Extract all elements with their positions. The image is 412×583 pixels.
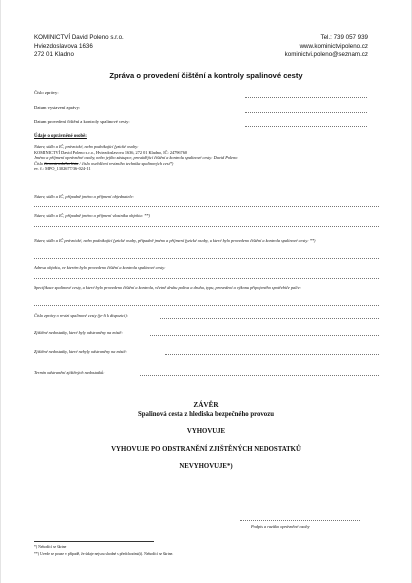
footnote-rule: [34, 541, 154, 542]
entitled-line-4-suffix: / číslo osvědčení revizního technika spalinových cest*): [79, 160, 174, 166]
deadline-label: Termín odstranění zjištěných nedostatků:: [34, 370, 105, 375]
header-left: [34, 34, 124, 60]
company-phone: Tel.: 739 057 939: [320, 34, 368, 41]
option-not-complies[interactable]: NEVYHOVUJE*): [179, 463, 233, 470]
specification-field[interactable]: [34, 305, 379, 306]
revision-number-label: Číslo zprávy o revizi spalinové cesty (je-li k dispozici):: [34, 313, 129, 318]
signature-label: Podpis a razítko oprávněné osoby: [251, 524, 310, 529]
header-right: [285, 34, 368, 60]
defects-open-label: Zjištěné nedostatky, které nebyly odstraněny na místě:: [34, 349, 127, 354]
signature-field[interactable]: [240, 520, 360, 521]
specification-label: Specifikace spalinové cesty, u které bylo provedeno čištění a kontrola, včetně druhu paliva a druhu, typu, provedení a výkonu připojeného spotřebiče paliv:: [34, 285, 301, 290]
owner-label: Název, sídlo a IČ, případně jméno a příjmení vlastníka objektu: **): [34, 213, 150, 218]
client-label: Název, sídlo a IČ, případně jméno a příjmení objednatele:: [34, 194, 134, 199]
entitled-line-4-strike: živnostenského listu: [44, 160, 79, 166]
deadline-field[interactable]: [140, 375, 379, 376]
footnote-2: **) Uvede se pouze v případě, že údaje nejsou shodné s předchozími(i). Nehodící se škrtne.: [34, 552, 174, 556]
entitled-line-1: Název, sídlo a IČ, právnické, nebo podnikající fyzické osoby:: [34, 144, 139, 149]
entitled-line-5: ev. č.: MPO_1302677/36-024-11: [34, 166, 91, 172]
option-complies-after-fix[interactable]: VYHOVUJE PO ODSTRANĚNÍ ZJIŠTĚNÝCH NEDOSTATKŮ: [111, 446, 301, 453]
company-web: www.kominictvipoleno.cz: [299, 42, 368, 50]
company-city: 272 01 Kladno: [34, 51, 74, 59]
address-label: Adresa objektu, ve kterém bylo provedeno čištění a kontrola spalinové cesty:: [34, 265, 166, 270]
conclusion-subheading: Spalinová cesta z hlediska bezpečného provozu: [137, 411, 274, 418]
issue-date-field[interactable]: [245, 112, 367, 113]
operator-label: Název, sídlo a IČ právnické, nebo podnikající fyzické osoby, případně jméno a příjmení fyzické osoby, u které bylo provedeno čištění a kontrola spalinové cesty: **): [34, 238, 316, 243]
document-title: Zpráva o provedení čištění a kontroly spalinové cesty: [109, 71, 303, 80]
company-street: Hviezdoslavova 1636: [34, 42, 93, 50]
revision-number-field[interactable]: [160, 318, 379, 319]
defects-fixed-label: Zjištěné nedostatky, které byly odstraněny na místě:: [34, 330, 123, 335]
inspection-date-field[interactable]: [245, 126, 367, 127]
report-number-field[interactable]: [245, 97, 367, 98]
conclusion-heading: ZÁVĚR: [193, 401, 219, 409]
defects-open-field[interactable]: [165, 354, 379, 355]
owner-field[interactable]: [34, 226, 379, 227]
company-name: KOMINICTVÍ David Poleno s.r.o.: [34, 34, 124, 41]
footnote-1: *) Nehodící se škrtne: [34, 545, 67, 549]
entitled-person-block: [34, 144, 379, 172]
issue-date-label: Datum vystavení zprávy:: [34, 105, 81, 110]
operator-field[interactable]: [34, 258, 379, 259]
defects-fixed-field[interactable]: [150, 335, 379, 336]
option-complies[interactable]: VYHOVUJE: [186, 428, 226, 435]
address-field[interactable]: [34, 278, 379, 279]
company-email: kominictvi.poleno@seznam.cz: [284, 51, 368, 59]
entitled-line-3: Jméno a příjmení oprávněné osoby, nebo jejího zástupce, provádějící čištění a kontrolu spalinové cesty: David Poleno: [34, 155, 238, 161]
entitled-person-heading: Údaje o oprávněné osobě:: [34, 134, 87, 139]
report-number-label: Číslo zprávy:: [34, 90, 59, 95]
entitled-line-4-prefix: Číslo: [34, 160, 44, 166]
inspection-date-label: Datum provedení čištění a kontroly spalinové cesty:: [34, 119, 130, 124]
entitled-line-2: KOMINICTVÍ David Poleno s.r.o., Hviezdoslavova 1636, 272 01 Kladno, IČ: 24796760: [34, 149, 188, 155]
client-field[interactable]: [34, 206, 379, 207]
